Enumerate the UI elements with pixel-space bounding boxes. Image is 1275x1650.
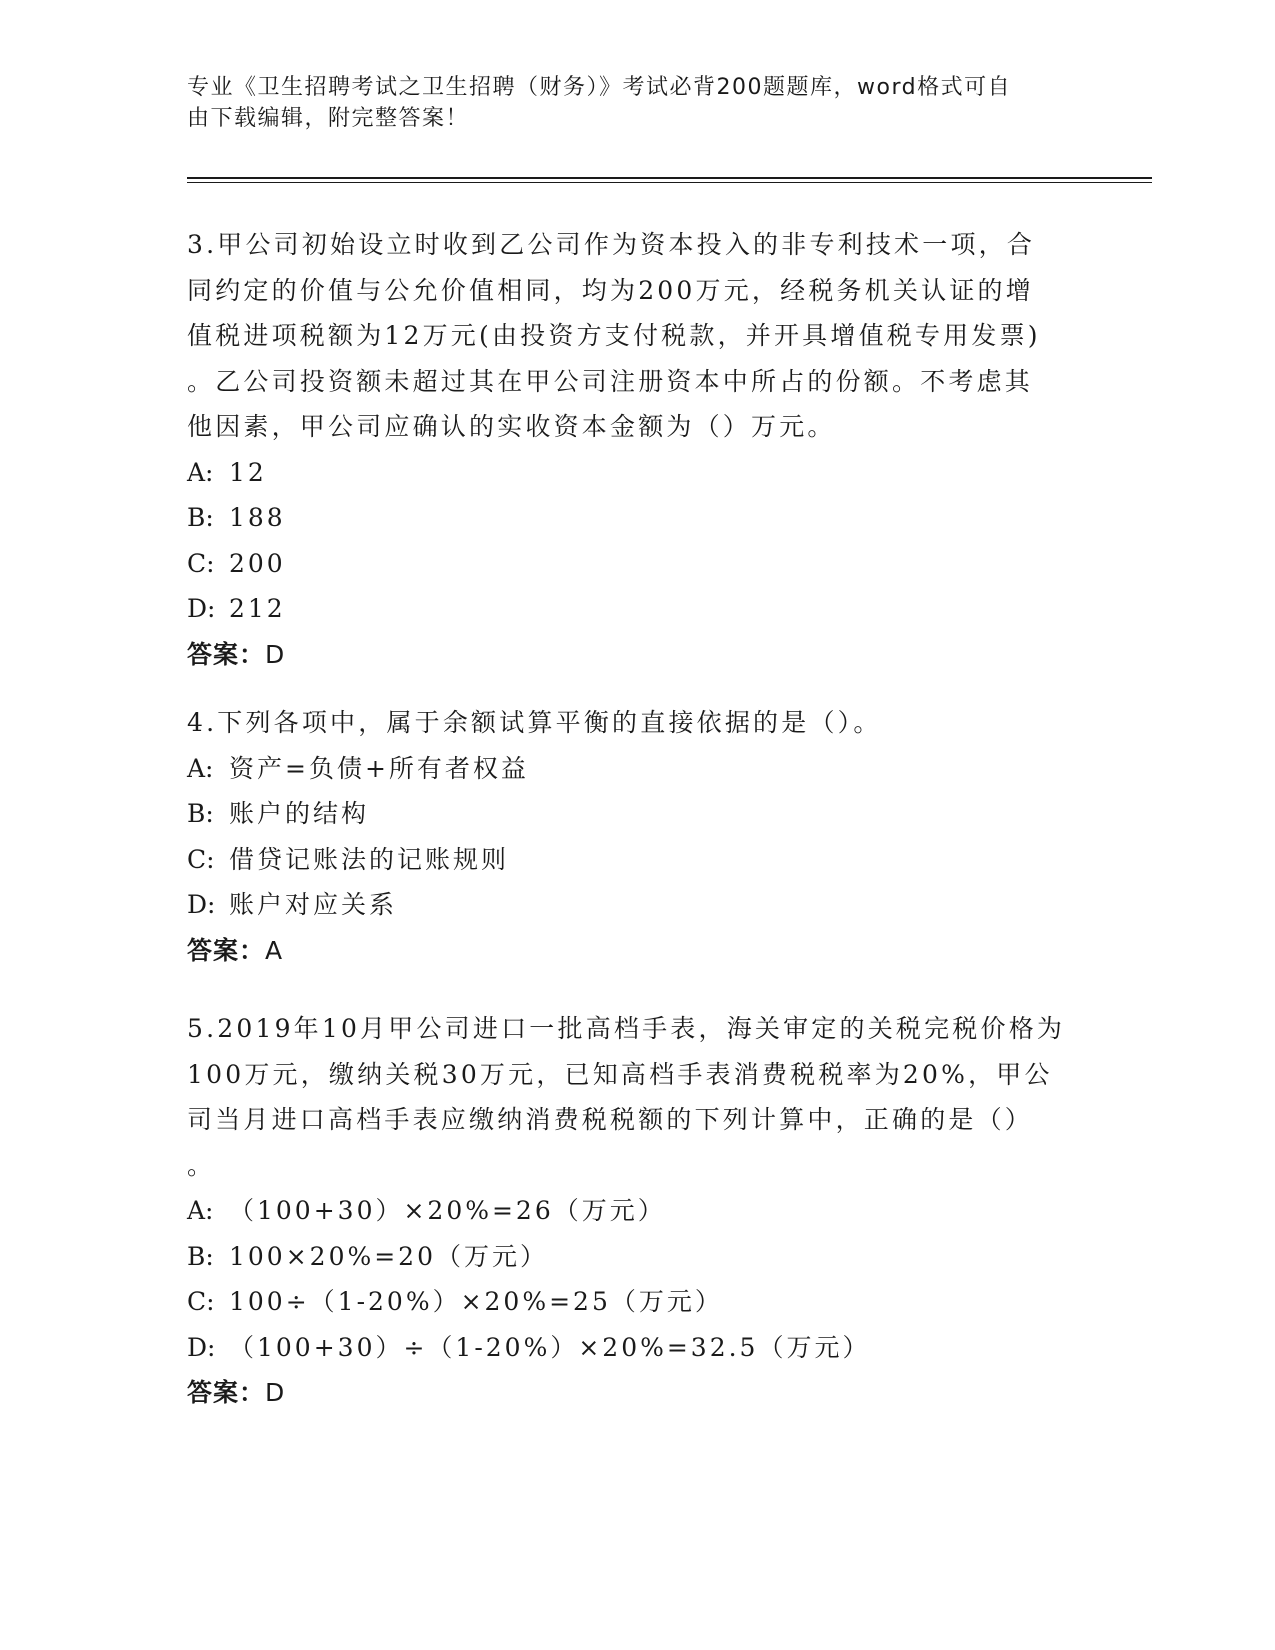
header-divider-thin — [187, 182, 1152, 183]
answer-value: D — [265, 639, 286, 669]
option-letter: C: — [187, 548, 215, 578]
question-text-line: 4.下列各项中，属于余额试算平衡的直接依据的是（）。 — [187, 708, 882, 737]
header-divider-thick — [187, 177, 1152, 179]
option-text: 账户对应关系 — [229, 890, 398, 919]
option-a — [187, 1188, 1087, 1234]
question-text-line: 。 — [187, 1150, 216, 1180]
question-5 — [187, 1006, 1087, 1416]
question-text-line: 3.甲公司初始设立时收到乙公司作为资本投入的非专利技术一项，合 — [187, 230, 1036, 259]
option-letter: A: — [187, 1196, 214, 1225]
option-text: 200 — [229, 548, 286, 578]
option-b — [187, 1234, 1087, 1280]
option-a — [187, 746, 1087, 792]
question-3 — [187, 222, 1087, 678]
option-letter: B: — [187, 1241, 214, 1271]
option-letter: D: — [187, 1332, 216, 1362]
option-text: 账户的结构 — [229, 799, 370, 828]
answer-value: A — [265, 935, 284, 965]
question-text-line: 同约定的价值与公允价值相同，均为200万元，经税务机关认证的增 — [187, 275, 1034, 305]
option-text: 借贷记账法的记账规则 — [229, 844, 510, 874]
question-text-line: 。乙公司投资额未超过其在甲公司注册资本中所占的份额。不考虑其 — [187, 366, 1034, 396]
option-c — [187, 837, 1087, 883]
option-d — [187, 1325, 1087, 1371]
question-text-line: 司当月进口高档手表应缴纳消费税税额的下列计算中，正确的是（） — [187, 1105, 1034, 1134]
header-line-1: 专业《卫生招聘考试之卫生招聘（财务）》考试必背200题题库，word格式可自 — [187, 75, 1012, 100]
header-line-2: 由下载编辑，附完整答案！ — [187, 106, 470, 131]
option-letter: B: — [187, 503, 214, 532]
option-b — [187, 791, 1087, 837]
option-text: 188 — [229, 503, 286, 532]
option-text: 资产=负债+所有者权益 — [229, 753, 529, 783]
option-letter: C: — [187, 844, 215, 874]
question-text-line: 100万元，缴纳关税30万元，已知高档手表消费税税率为20%，甲公 — [187, 1059, 1053, 1089]
question-4 — [187, 700, 1087, 974]
question-text-line: 5.2019年10月甲公司进口一批高档手表，海关审定的关税完税价格为 — [187, 1014, 1066, 1043]
answer-label: 答案： — [187, 1378, 266, 1407]
option-text: 212 — [229, 594, 286, 623]
question-text-line: 值税进项税额为12万元(由投资方支付税款，并开具增值税专用发票) — [187, 321, 1041, 350]
option-letter: B: — [187, 799, 214, 828]
option-b — [187, 495, 1087, 541]
option-letter: D: — [187, 594, 216, 623]
option-text: 100×20%=20（万元） — [229, 1241, 548, 1271]
option-text: （100+30）×20%=26（万元） — [229, 1196, 666, 1225]
answer-value: D — [265, 1378, 286, 1407]
option-c — [187, 541, 1087, 587]
option-letter: A: — [187, 457, 214, 487]
option-text: （100+30）÷（1-20%）×20%=32.5（万元） — [229, 1332, 871, 1362]
option-letter: C: — [187, 1287, 215, 1316]
answer-line — [187, 632, 1087, 678]
answer-line — [187, 928, 1087, 974]
option-d — [187, 586, 1087, 632]
option-text: 12 — [229, 457, 267, 487]
option-a — [187, 450, 1087, 496]
option-text: 100÷（1-20%）×20%=25（万元） — [229, 1287, 723, 1316]
question-text-line: 他因素，甲公司应确认的实收资本金额为（）万元。 — [187, 412, 836, 441]
answer-label: 答案： — [187, 935, 266, 965]
answer-line — [187, 1370, 1087, 1416]
option-c — [187, 1279, 1087, 1325]
document-header — [187, 72, 1067, 134]
option-d — [187, 882, 1087, 928]
option-letter: A: — [187, 753, 214, 783]
option-letter: D: — [187, 890, 216, 919]
answer-label: 答案： — [187, 639, 266, 669]
